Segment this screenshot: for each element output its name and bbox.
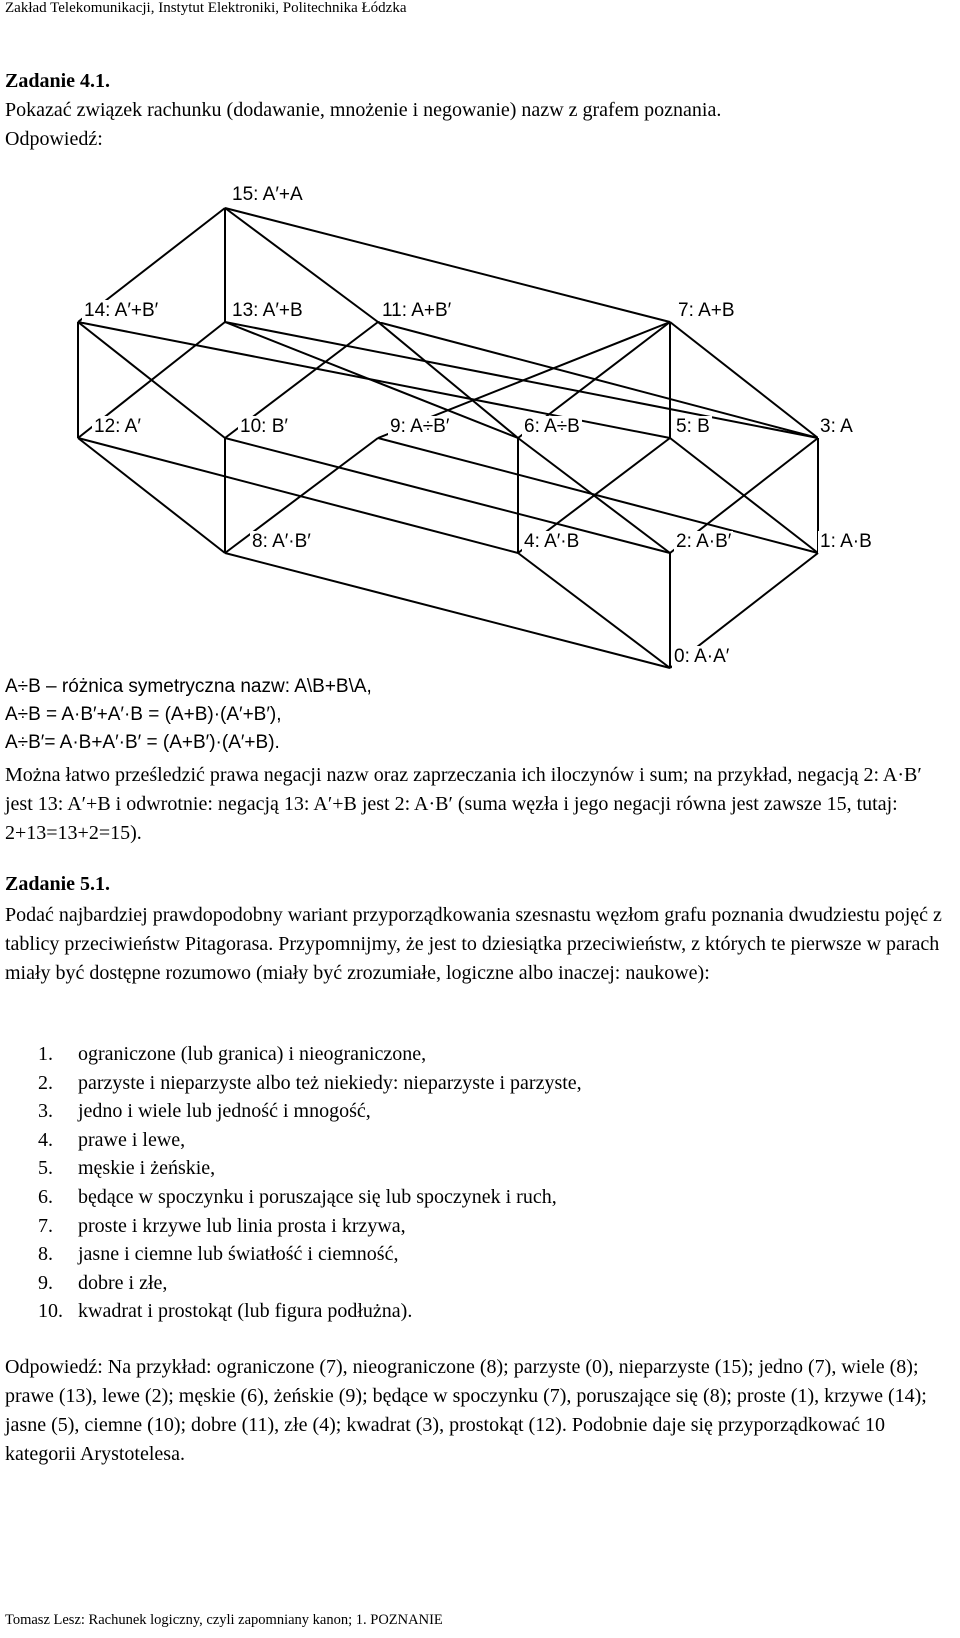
task-5-1-prompt: Podać najbardziej prawdopodobny wariant przyporządkowania szesnastu węzłom grafu poznania dwudziestu pojęć z tablicy przeciwieństw Pitagorasa. Przypomnijmy, że jest to dziesiątka przeciwieństw, z których te pierwsze w parach miały być dostępne rozumowo (miały być zrozumiałe, logiczne albo inaczej: naukowe): [5, 904, 942, 984]
answer-text: Na przykład: ograniczone (7), nieograniczone (8); parzyste (0), nieparzyste (15); jedno (7), wiele (8); prawe (13), lewe (2); męskie (6), żeńskie (9); będące w spoczynku (7), poruszające się (8); proste (1), krzywe (14); jasne (5), ciemne (10); dobre (11), złe (4); kwadrat (3), prostokąt (12). Podobnie daje się przyporządkować 10 kategorii Arystotelesa. [5, 1356, 927, 1465]
list-item: 8. jasne i ciemne lub światłość i ciemność, [38, 1243, 399, 1266]
list-item: 7. proste i krzywe lub linia prosta i krzywa, [38, 1214, 406, 1237]
node-12: 12: A′ [94, 416, 141, 437]
task-5-1-title: Zadanie 5.1. [5, 873, 111, 895]
node-2: 2: A·B′ [676, 531, 732, 552]
page-header: Zakład Telekomunikacji, Instytut Elektroniki, Politechnika Łódzka [5, 0, 407, 16]
node-4: 4: A′·B [524, 531, 580, 552]
list-item: 3. jedno i wiele lub jedność i mnogość, [38, 1100, 371, 1123]
task-4-1-answer-label: Odpowiedź: [5, 128, 103, 150]
list-item: 6. będące w spoczynku i poruszające się lub spoczynek i ruch, [38, 1185, 557, 1208]
formula-3: A÷B′= A·B+A′·B′ = (A+B′)·(A′+B). [5, 732, 280, 753]
node-11: 11: A+B′ [382, 300, 452, 321]
list-item: 4. prawe i lewe, [38, 1128, 186, 1151]
cognition-graph-edges [0, 0, 960, 700]
formula-symmetric-difference: A÷B – różnica symetryczna nazw: A\B+B\A, [5, 676, 372, 697]
page-footer: Tomasz Lesz: Rachunek logiczny, czyli zapomniany kanon; 1. POZNANIE [5, 1612, 443, 1628]
edge [78, 438, 225, 553]
list-item: 10. kwadrat i prostokąt (lub figura podłużna). [38, 1300, 413, 1323]
edge [225, 553, 670, 668]
node-10: 10: B′ [240, 416, 288, 437]
pythagorean-opposites-list [38, 1040, 582, 1326]
node-8: 8: A′·B′ [252, 531, 311, 552]
node-7: 7: A+B [678, 300, 735, 321]
task-5-1-answer [5, 1353, 950, 1469]
node-13: 13: A′+B [232, 300, 303, 321]
node-0: 0: A·A′ [674, 646, 730, 667]
task-4-1-title: Zadanie 4.1. [5, 70, 111, 92]
list-item: 2. parzyste i nieparzyste albo też niekiedy: nieparzyste i parzyste, [38, 1071, 582, 1094]
node-5: 5: B [676, 416, 710, 437]
list-item: 9. dobre i złe, [38, 1271, 168, 1294]
node-15: 15: A′+A [232, 184, 303, 205]
node-6: 6: A÷B [524, 416, 580, 437]
node-3: 3: A [820, 416, 853, 437]
answer-label: Odpowiedź: [5, 1356, 103, 1378]
formula-2: A÷B = A·B′+A′·B = (A+B)·(A′+B′), [5, 704, 282, 725]
edge [518, 553, 670, 668]
list-item: 5. męskie i żeńskie, [38, 1157, 216, 1180]
node-1: 1: A·B [820, 531, 872, 552]
list-item: 1. ograniczone (lub granica) i nieograniczone, [38, 1043, 427, 1065]
task-4-1-prompt: Pokazać związek rachunku (dodawanie, mnożenie i negowanie) nazw z grafem poznania. [5, 99, 722, 121]
node-9: 9: A÷B′ [390, 416, 450, 437]
negation-paragraph: Można łatwo prześledzić prawa negacji nazw oraz zaprzeczania ich iloczynów i sum; na przykład, negacją 2: A·B′ jest 13: A′+B i odwrotnie: negacją 13: A′+B jest 2: A·B′ (suma węzła i jego negacji równa jest zawsze 15, tutaj: 2+13=13+2=15). [5, 764, 922, 844]
node-14: 14: A′+B′ [84, 300, 159, 321]
